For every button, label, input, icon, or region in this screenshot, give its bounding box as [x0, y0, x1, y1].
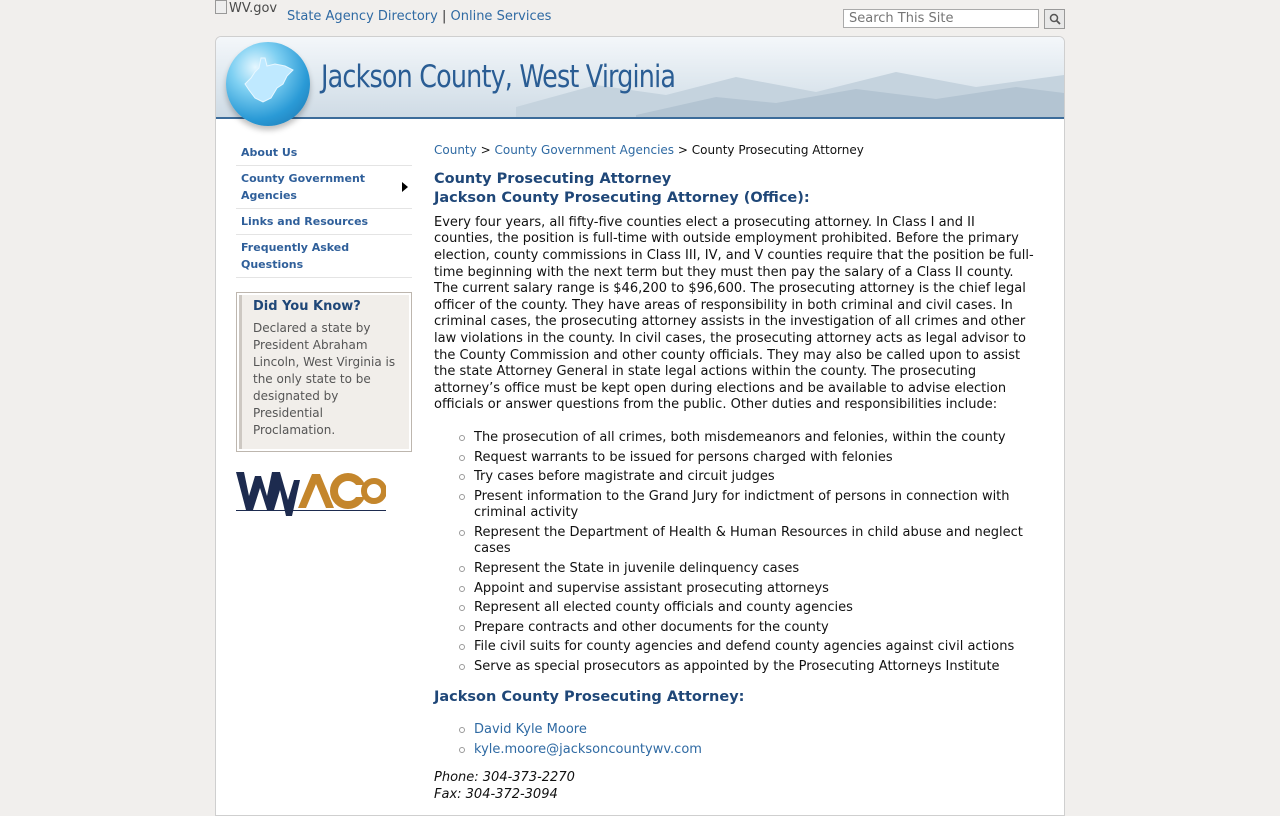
did-you-know-text: Declared a state by President Abraham Lincoln, West Virginia is the only state to be designated by Presidential Proclamation.	[253, 321, 396, 437]
breadcrumb-separator: >	[677, 143, 688, 157]
sidebar-item-faq[interactable]: Frequently Asked Questions	[236, 235, 412, 278]
top-links	[287, 9, 551, 24]
attorney-heading: Jackson County Prosecuting Attorney:	[434, 688, 745, 705]
wv-globe-logo	[226, 42, 310, 126]
wvaco-logo-graphic	[236, 470, 386, 518]
did-you-know-box	[236, 292, 412, 452]
online-services-link[interactable]: Online Services	[450, 9, 552, 24]
list-item	[474, 722, 1038, 739]
list-item: Appoint and supervise assistant prosecuting attorneys	[474, 581, 1038, 598]
list-item	[474, 742, 1038, 759]
list-item: Try cases before magistrate and circuit judges	[474, 469, 1038, 486]
main-content	[434, 142, 1038, 804]
top-bar	[0, 0, 1280, 36]
top-links-separator: |	[441, 9, 447, 24]
sidebar-item-about-us[interactable]: About Us	[236, 140, 412, 166]
sidebar-item-county-government-agencies[interactable]: County Government Agencies	[236, 166, 412, 209]
wv-state-shape-icon	[241, 54, 296, 109]
breadcrumb-separator: >	[480, 143, 491, 157]
search-icon	[1049, 13, 1061, 25]
office-description: Every four years, all fifty-five counties elect a prosecuting attorney. In Class I and II counties, the position is full-time with outside employment prohibited. Before the primary election, county commissions in Class III, IV, and V counties require that the position be full-time beginning with the next term but they must then pay the salary of a Class II county. The current salary range is $46,200 to $96,600. The prosecuting attorney is the chief legal officer of the county. They have areas of responsibility in both criminal and civil cases. In criminal cases, the prosecuting attorney assists in the investigation of all crimes and other law violations in the county. In civil cases, the prosecuting attorney acts as legal advisor to the County Commission and other county officials. They may also be called upon to assist the state Attorney General in state legal actions within the county. The prosecuting attorney’s office must be kept open during elections and be available to advise election officials or answer questions from the public. Other duties and responsibilities include:	[434, 214, 1034, 413]
list-item: Present information to the Grand Jury for indictment of persons in connection with criminal activity	[474, 489, 1038, 522]
fax-number: Fax: 304-372-3094	[434, 787, 558, 802]
broken-image-icon	[215, 0, 227, 14]
breadcrumb-agencies-link[interactable]: County Government Agencies	[494, 143, 675, 157]
wvaco-logo[interactable]	[236, 470, 412, 518]
sidebar	[236, 140, 412, 518]
sidebar-item-links-and-resources[interactable]: Links and Resources	[236, 209, 412, 235]
list-item: The prosecution of all crimes, both misdemeanors and felonies, within the county	[474, 430, 1038, 447]
page-title: County Prosecuting Attorney	[434, 170, 672, 187]
search-button[interactable]	[1044, 9, 1065, 29]
breadcrumb-county-link[interactable]: County	[434, 143, 477, 157]
duties-list	[434, 430, 1038, 676]
state-agency-directory-link[interactable]: State Agency Directory	[287, 9, 438, 24]
site-title: Jackson County, West Virginia	[321, 59, 676, 95]
breadcrumb-current: County Prosecuting Attorney	[691, 143, 864, 157]
page-frame	[215, 36, 1065, 816]
did-you-know-title: Did You Know?	[253, 299, 361, 314]
list-item: Represent the State in juvenile delinquency cases	[474, 561, 1038, 578]
search-input[interactable]	[843, 9, 1039, 28]
attorney-email-link[interactable]: kyle.moore@jacksoncountywv.com	[474, 741, 702, 757]
list-item: Serve as special prosecutors as appointed by the Prosecuting Attorneys Institute	[474, 659, 1038, 676]
office-subtitle: Jackson County Prosecuting Attorney (Office):	[434, 190, 810, 207]
list-item: Represent the Department of Health & Human Resources in child abuse and neglect cases	[474, 525, 1038, 558]
list-item: Represent all elected county officials and county agencies	[474, 600, 1038, 617]
submenu-arrow-icon	[402, 182, 408, 192]
attorney-contact-list	[434, 722, 1038, 758]
phone-number: Phone: 304-373-2270	[434, 770, 575, 786]
list-item: File civil suits for county agencies and defend county agencies against civil actions	[474, 639, 1038, 656]
list-item: Request warrants to be issued for persons charged with felonies	[474, 450, 1038, 467]
attorney-name-link[interactable]: David Kyle Moore	[474, 722, 587, 738]
list-item: Prepare contracts and other documents for the county	[474, 620, 1038, 637]
breadcrumb	[434, 142, 1038, 159]
wv-gov-logo[interactable]: WV.gov	[215, 0, 277, 16]
site-banner	[216, 37, 1064, 119]
